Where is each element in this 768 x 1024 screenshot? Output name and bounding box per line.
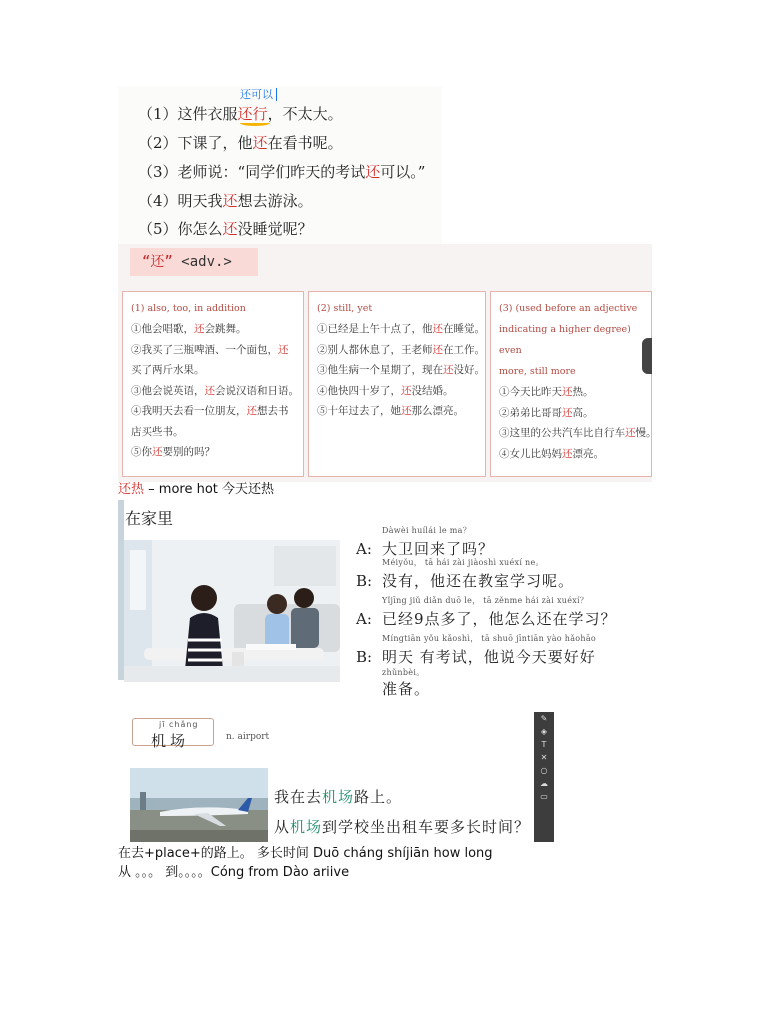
note-line-1: 在去+place+的路上。 多长时间 Duō cháng shíjiān how long [118,846,493,861]
usage-example: 买了两斤水果。 [131,364,205,376]
vocab-card: jī chǎng 机场 [132,718,214,746]
note-line-2: 从 。。。 到。。。。Cóng from Dào ariive [118,865,350,880]
usage-heading: (3) (used before an adjective indicating a higher degree) even more, still more [499,303,638,377]
usage-column-1 [122,291,304,477]
vocab-example-2: 从机场到学校坐出租车要多长时间？ [274,818,531,836]
example-sentence-2: （2）下课了，他还在看书呢。 [138,134,343,152]
usage-example: ④我明天去看一位朋友，还想去书 [131,405,289,417]
usage-heading: (2) still, yet [317,303,373,314]
usage-example: ④女儿比妈妈还漂亮。 [499,447,604,460]
eraser-icon[interactable]: ◈ [540,727,548,736]
dialogue-panel [118,500,618,708]
example-sentence-4: （4）明天我还想去游泳。 [138,192,313,210]
dialogue-line-5: zhǔnbèi。 准备。 [382,668,431,698]
usage-example: ③他会说英语，还会说汉语和日语。 [131,384,299,397]
usage-example: 店买些书。 [131,425,184,438]
scene-title: 在家里 [125,509,174,528]
usage-column-2 [308,291,486,477]
usage-heading: (1) also, too, in addition [131,303,246,314]
dialogue-line-1: Dàwèi huílái le ma？ A: 大卫回来了吗？ [356,526,495,558]
dialogue-line-2: Méiyǒu， tā hái zài jiàoshì xuéxí ne。 B: 没有，他还在教室学习呢。 [356,558,575,590]
grammar-tag: “还” <adv.> [130,248,258,276]
usage-example: ②弟弟比哥哥还高。 [499,406,594,419]
dialogue-line-3: Yǐjīng jiǔ diǎn duō le， tā zěnme hái zài xuéxí？ A: 已经9点多了，他怎么还在学习？ [356,596,617,628]
annotation-toolbar [534,712,554,842]
usage-example: ④他快四十岁了，还没结婚。 [317,384,454,397]
vocab-panel [128,712,554,842]
examples-panel [118,86,442,246]
usage-example: ⑤十年过去了，她还那么漂亮。 [317,405,464,417]
cloud-icon[interactable]: ☁ [540,779,548,788]
example-sentence-3: （3）老师说：“同学们昨天的考试还可以。” [138,163,426,181]
side-tab-handle[interactable] [642,338,652,374]
grammar-panel [118,244,657,482]
close-icon[interactable]: ✕ [540,753,548,762]
usage-example: ②别人都休息了，王老师还在工作。 [317,343,485,356]
save-icon[interactable]: ▭ [540,792,548,801]
usage-example: ③他生病一个星期了，现在还没好。 [317,364,485,376]
pen-icon[interactable]: ✎ [540,714,548,723]
usage-example: ①今天比昨天还热。 [499,386,594,398]
vocab-gloss: n. airport [226,732,270,742]
circle-tool-icon[interactable]: ○ [540,766,548,775]
text-tool-icon[interactable]: T [541,740,547,749]
vocab-example-1: 我在去机场路上。 [274,788,403,806]
usage-example: ⑤你还要别的吗？ [131,446,215,458]
handwritten-annotation: 还可以 [240,88,277,101]
example-sentence-1: （1）这件衣服还行，不太大。 [138,105,343,123]
note-caption-1: 还热 – more hot 今天还热 [118,482,275,497]
usage-example: ③这里的公共汽车比自行车还慢。 [499,427,657,439]
usage-example: ②我买了三瓶啤酒、一个面包，还 [131,343,289,356]
dialogue-line-4: Míngtiān yǒu kǎoshì， tā shuō jīntiān yào hǎohāo B: 明天 有考试，他说今天要好好 [356,634,597,666]
airport-photo [130,768,268,842]
family-photo [124,540,340,682]
usage-example: ①他会唱歌，还会跳舞。 [131,323,247,335]
example-sentence-5: （5）你怎么还没睡觉呢？ [138,220,313,238]
usage-example: ①已经是上午十点了，他还在睡觉。 [317,323,485,335]
usage-column-3 [490,291,657,477]
